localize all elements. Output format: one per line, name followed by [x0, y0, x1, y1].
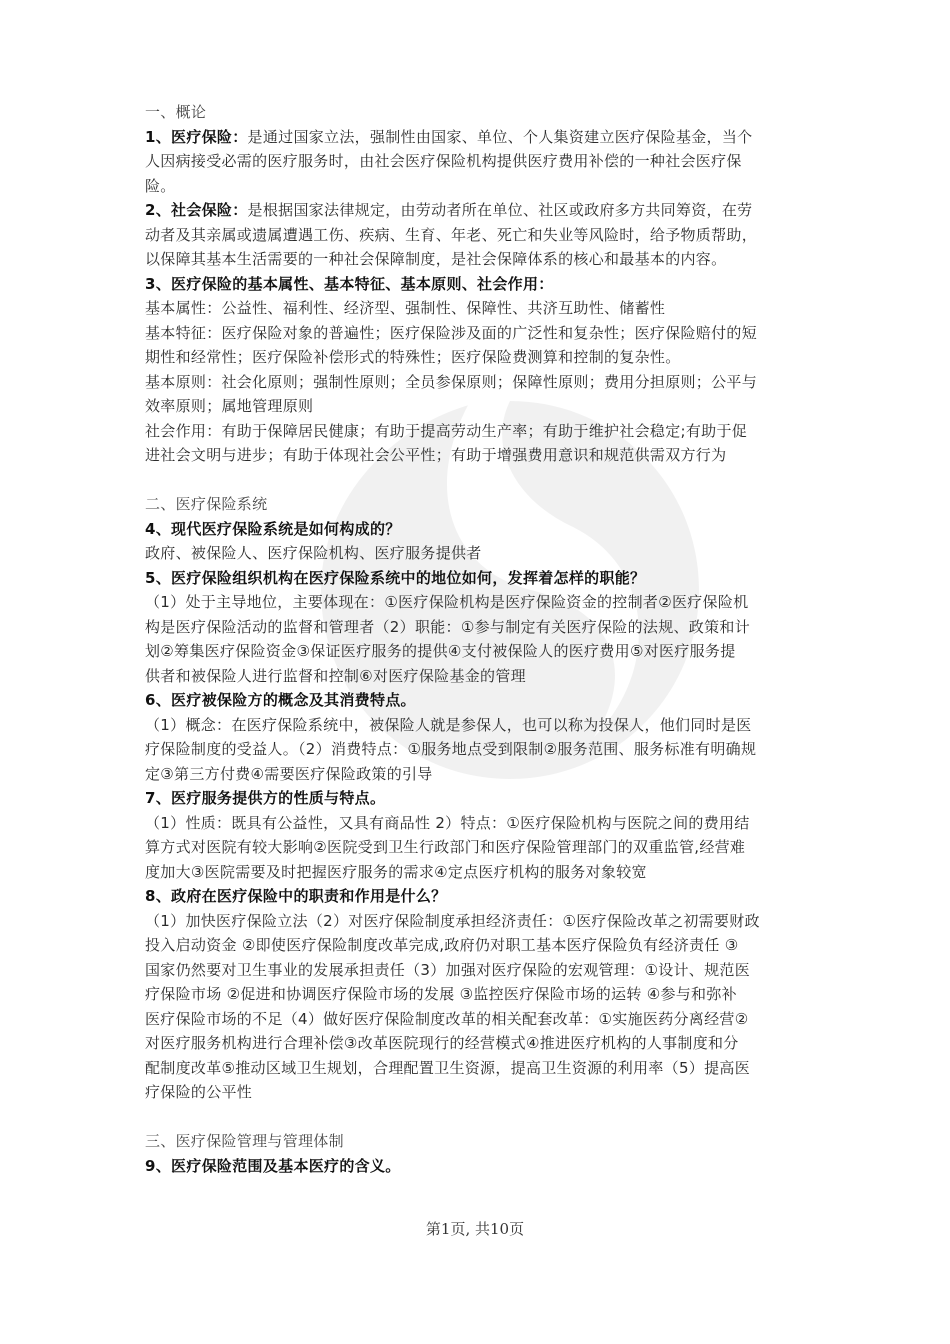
text-line: 进社会文明与进步；有助于体现社会公平性；有助于增强费用意识和规范供需双方行为 — [145, 446, 727, 464]
text-line: 基本特征：医疗保险对象的普遍性；医疗保险涉及面的广泛性和复杂性；医疗保险赔付的短 — [145, 323, 758, 342]
text-line: 度加大③医院需要及时把握医疗服务的需求④定点医疗机构的服务对象较宽 — [145, 862, 647, 881]
section-spacer — [145, 468, 820, 493]
question-heading: 4、现代医疗保险系统是如何构成的？ — [145, 519, 401, 538]
section-title-2: 二、医疗保险系统 — [145, 495, 268, 513]
text-line: （1）加快医疗保险立法（2）对医疗保险制度承担经济责任：①医疗保险改革之初需要财政 — [145, 911, 760, 930]
text-line: 对医疗服务机构进行合理补偿③改革医院现行的经营模式④推进医疗机构的人事制度和分 — [145, 1034, 739, 1052]
text-line: 人因病接受必需的医疗服务时，由社会医疗保险机构提供医疗费用补偿的一种社会医疗保 — [145, 152, 742, 170]
text-line: 构是医疗保险活动的监督和管理者（2）职能：①参与制定有关医疗保险的法规、政策和计 — [145, 617, 750, 636]
text-line: 医疗保险市场的不足（4）做好医疗保险制度改革的相关配套改革：①实施医药分离经营② — [145, 1009, 749, 1028]
text-line: 政府、被保险人、医疗保险机构、医疗服务提供者 — [145, 544, 482, 562]
text-line: 动者及其亲属或遗属遭遇工伤、疾病、生育、年老、死亡和失业等风险时，给予物质帮助， — [145, 225, 758, 244]
page-number: 第1页, 共10页 — [425, 1220, 525, 1238]
document-page — [145, 100, 820, 1178]
text-line: 基本原则：社会化原则；强制性原则；全员参保原则；保障性原则；费用分担原则；公平与 — [145, 372, 758, 391]
question-heading: 7、医疗服务提供方的性质与特点。 — [145, 789, 386, 807]
question-heading: 8、政府在医疗保险中的职责和作用是什么？ — [145, 887, 447, 905]
question-heading: 9、医疗保险范围及基本医疗的含义。 — [145, 1156, 401, 1175]
section-title-1: 一、概论 — [145, 103, 207, 121]
text-line: 以保障其基本生活需要的一种社会保障制度，是社会保障体系的核心和最基本的内容。 — [145, 250, 727, 268]
paragraph-q1: 1、医疗保险：是通过国家立法，强制性由国家、单位、个人集资建立医疗保险基金，当个 — [145, 127, 753, 146]
text-line: 疗保险制度的受益人。（2）消费特点：①服务地点受到限制②服务范围、服务标准有明确规 — [145, 740, 757, 758]
term-heading: 2、社会保险： — [145, 201, 248, 219]
term-heading: 1、医疗保险： — [145, 127, 248, 146]
text-line: 基本属性：公益性、福利性、经济型、强制性、保障性、共济互助性、储蓄性 — [145, 299, 666, 317]
paragraph-q2: 2、社会保险：是根据国家法律规定，由劳动者所在单位、社区或政府多方共同筹资，在劳 — [145, 201, 753, 219]
text-line: 配制度改革⑤推动区域卫生规划，合理配置卫生资源，提高卫生资源的利用率（5）提高医 — [145, 1058, 750, 1077]
text-line: （1）处于主导地位，主要体现在：①医疗保险机构是医疗保险资金的控制者②医疗保险机 — [145, 593, 749, 611]
text-line: （1）性质：既具有公益性，又具有商品性 2）特点：①医疗保险机构与医院之间的费用结 — [145, 813, 750, 832]
question-heading: 3、医疗保险的基本属性、基本特征、基本原则、社会作用： — [145, 274, 554, 293]
text-line: 算方式对医院有较大影响②医院受到卫生行政部门和医疗保险管理部门的双重监管,经营难 — [145, 838, 746, 856]
text-line: 期性和经常性；医疗保险补偿形式的特殊性；医疗保险费测算和控制的复杂性。 — [145, 348, 681, 366]
text-line: 险。 — [145, 176, 176, 195]
text-line: 疗保险市场 ②促进和协调医疗保险市场的发展 ③监控医疗保险市场的运转 ④参与和弥补 — [145, 985, 737, 1003]
text-line: 供者和被保险人进行监督和控制⑥对医疗保险基金的管理 — [145, 666, 526, 685]
text-line: （1）概念：在医疗保险系统中，被保险人就是参保人，也可以称为投保人，他们同时是医 — [145, 715, 752, 734]
question-heading: 5、医疗保险组织机构在医疗保险系统中的地位如何，发挥着怎样的职能？ — [145, 568, 646, 587]
text-line: 疗保险的公平性 — [145, 1083, 253, 1101]
text-line: 投入启动资金 ②即使医疗保险制度改革完成,政府仍对职工基本医疗保险负有经济责任 ③ — [145, 936, 739, 954]
question-heading: 6、医疗被保险方的概念及其消费特点。 — [145, 691, 416, 709]
section-title-3: 三、医疗保险管理与管理体制 — [145, 1132, 344, 1150]
text-line: 划②筹集医疗保险资金③保证医疗服务的提供④支付被保险人的医疗费用⑤对医疗服务提 — [145, 642, 736, 660]
text-line: 国家仍然要对卫生事业的发展承担责任（3）加强对医疗保险的宏观管理：①设计、规范医 — [145, 960, 750, 979]
section-spacer — [145, 1105, 820, 1130]
text-line: 效率原则；属地管理原则 — [145, 397, 314, 415]
text-line: 社会作用：有助于保障居民健康；有助于提高劳动生产率；有助于维护社会稳定;有助于促 — [145, 421, 748, 440]
text-line: 定③第三方付费④需要医疗保险政策的引导 — [145, 764, 433, 783]
